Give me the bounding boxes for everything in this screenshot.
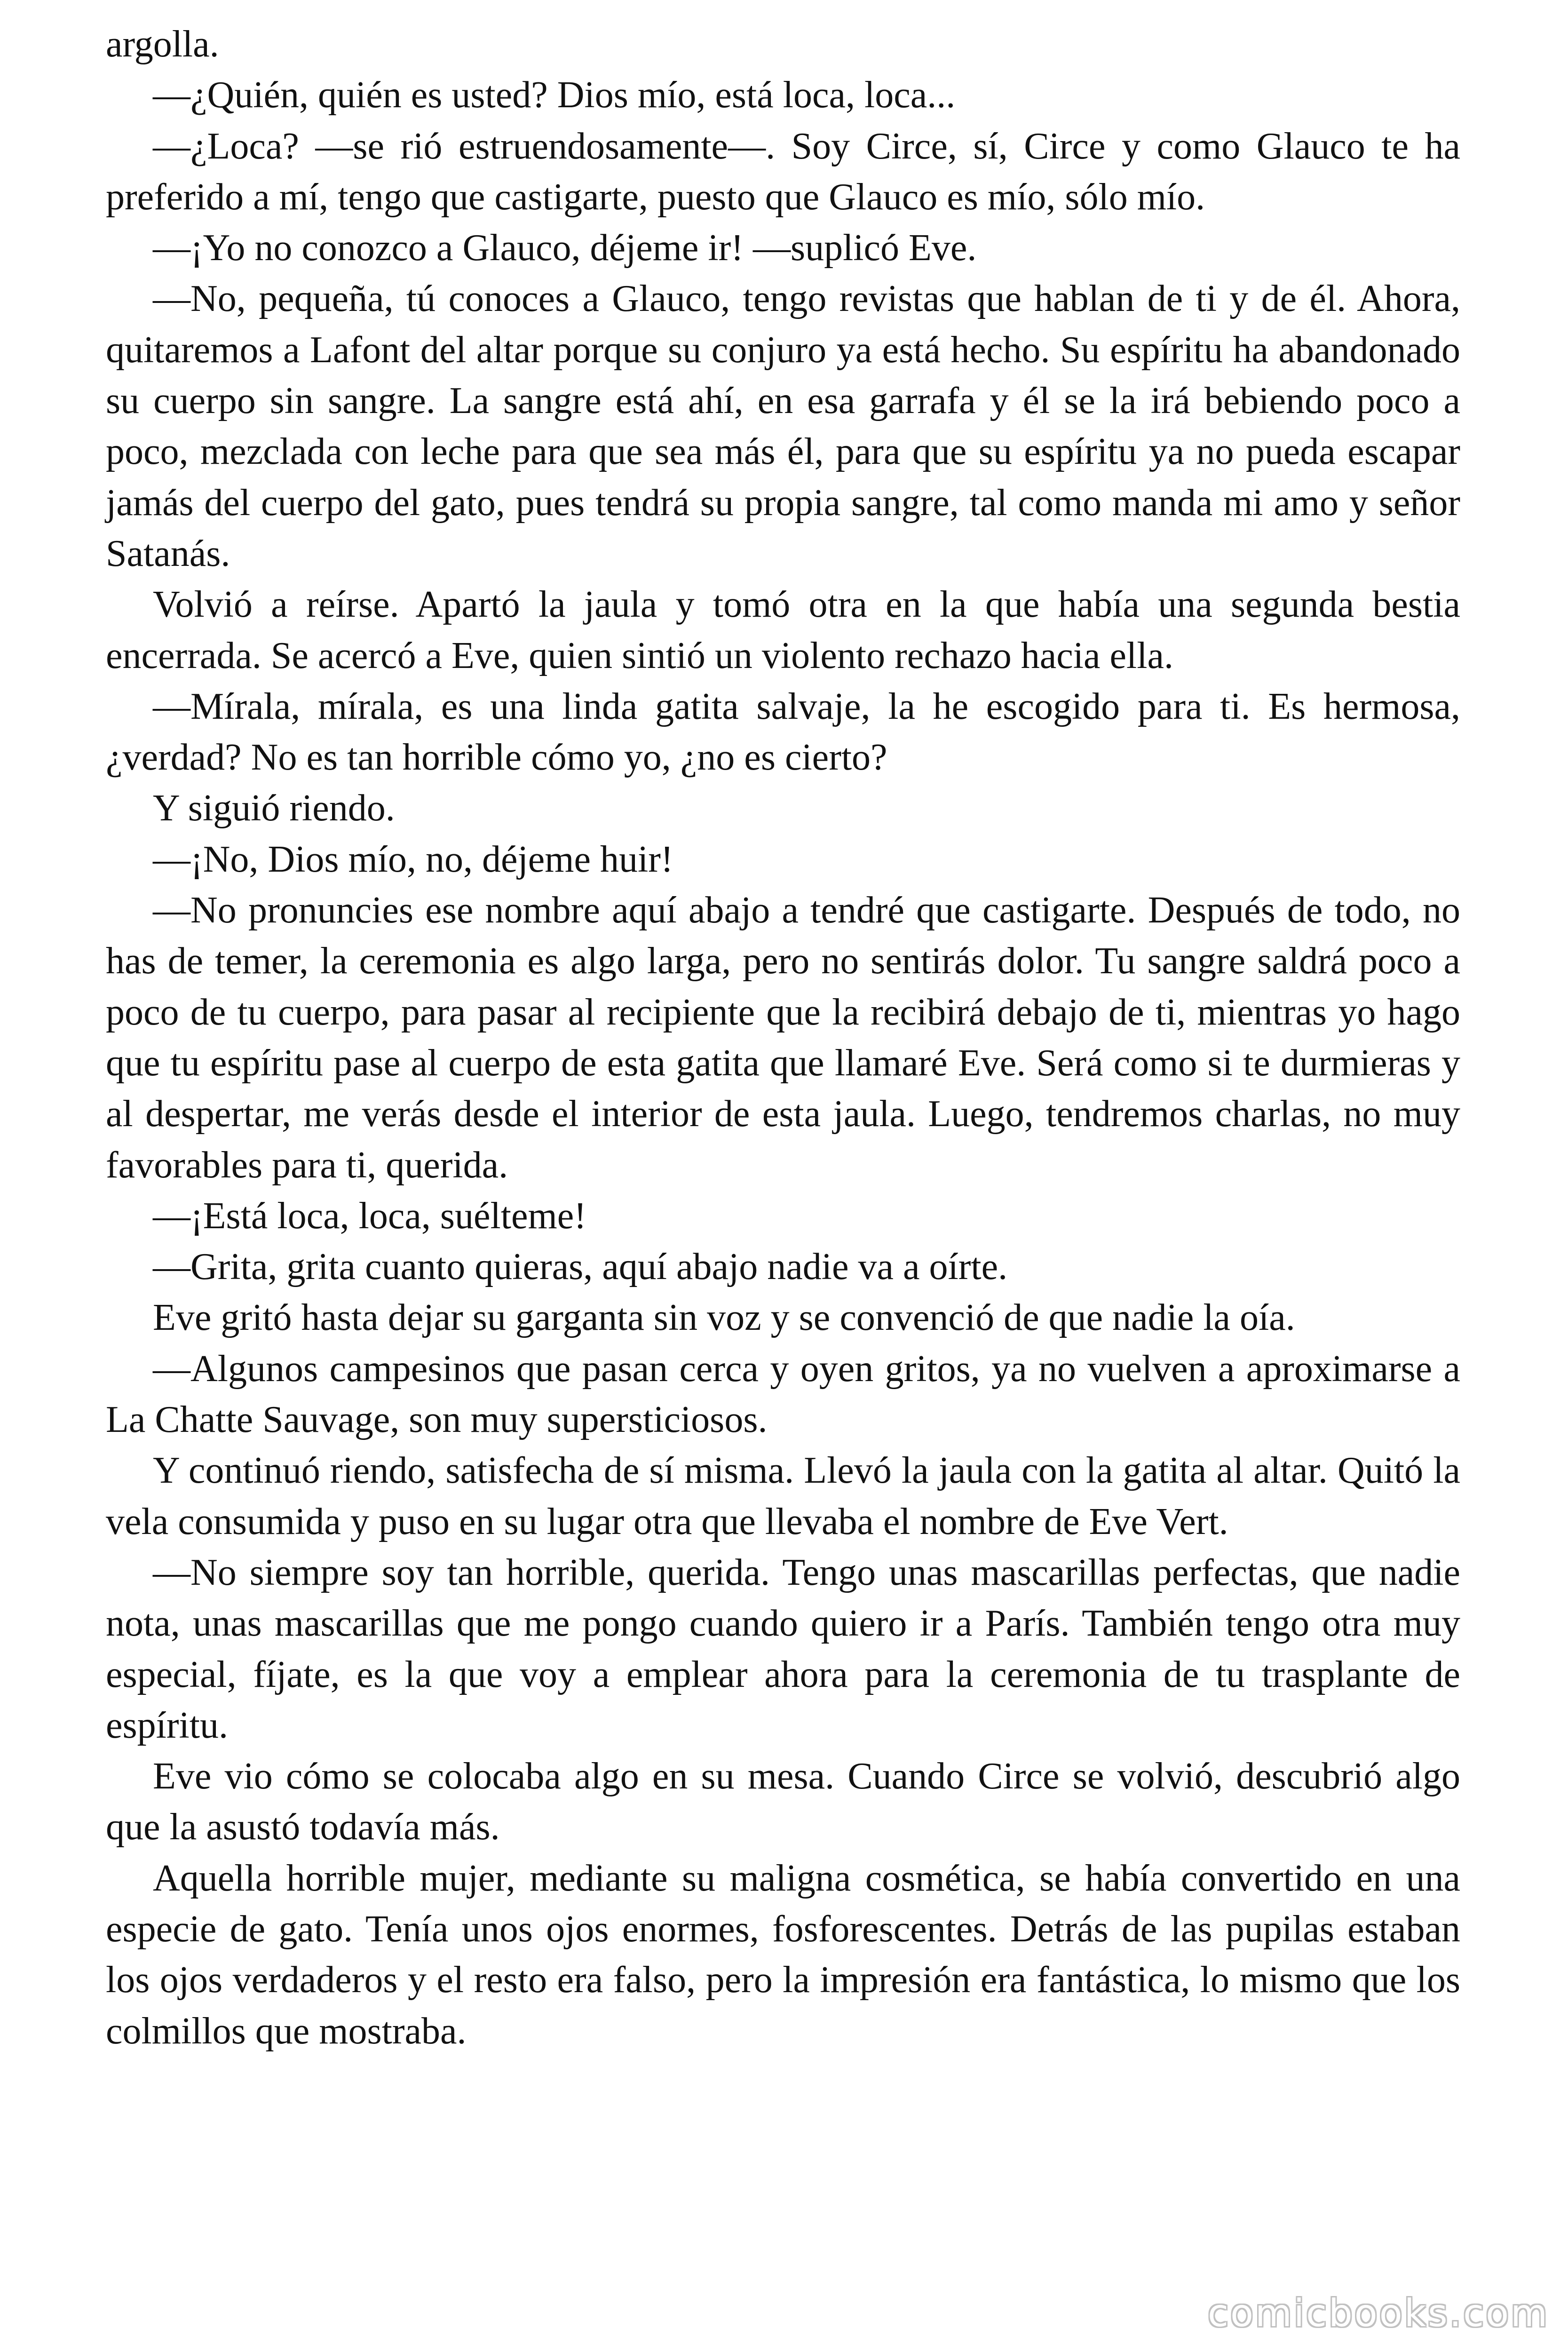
paragraph: —Algunos campesinos que pasan cerca y oyen gritos, ya no vuelven a aproximarse a La Chatte Sauvage, son muy supersticiosos. <box>106 1348 1460 1441</box>
watermark-logo: comicbooks.com <box>1207 2291 1549 2335</box>
paragraph: Y continuó riendo, satisfecha de sí misma. Llevó la jaula con la gatita al altar. Quitó la vela consumida y puso en su lugar otra que llevaba el nombre de Eve Vert. <box>106 1450 1460 1542</box>
paragraph: —¿Loca? —se rió estruendosamente—. Soy Circe, sí, Circe y como Glauco te ha preferido a mí, tengo que castigarte, puesto que Glauco es mío, sólo mío. <box>106 125 1460 218</box>
paragraph: —¡Yo no conozco a Glauco, déjeme ir! —suplicó Eve. <box>153 227 977 269</box>
paragraph: —No siempre soy tan horrible, querida. Tengo unas mascarillas perfectas, que nadie nota, unas mascarillas que me pongo cuando quiero ir a París. También tengo otra muy especial, fíjate, es la que voy a emplear ahora para la ceremonia de tu trasplante de espíritu. <box>106 1551 1460 1746</box>
paragraph: —No, pequeña, tú conoces a Glauco, tengo revistas que hablan de ti y de él. Ahora, quitaremos a Lafont del altar porque su conjuro ya está hecho. Su espíritu ha abandonado su cuerpo sin sangre. La sangre está ahí, en esa garrafa y él se la irá bebiendo poco a poco, mezclada con leche para que sea más él, para que su espíritu ya no pueda escapar jamás del cuerpo del gato, pues tendrá su propia sangre, tal como manda mi amo y señor Satanás. <box>106 278 1460 574</box>
paragraph: —No pronuncies ese nombre aquí abajo a tendré que castigarte. Después de todo, no has de temer, la ceremonia es algo larga, pero no sentirás dolor. Tu sangre saldrá poco a poco de tu cuerpo, para pasar al recipiente que la recibirá debajo de ti, mientras yo hago que tu espíritu pase al cuerpo de esta gatita que llamaré Eve. Será como si te durmieras y al despertar, me verás desde el interior de esta jaula. Luego, tendremos charlas, no muy favorables para ti, querida. <box>106 890 1460 1186</box>
book-page-text <box>106 19 1460 2057</box>
paragraph: Y siguió riendo. <box>153 787 395 829</box>
paragraph: —¡Está loca, loca, suélteme! <box>153 1195 586 1237</box>
paragraph: Eve gritó hasta dejar su garganta sin voz y se convenció de que nadie la oía. <box>153 1297 1295 1339</box>
paragraph: Volvió a reírse. Apartó la jaula y tomó otra en la que había una segunda bestia encerrada. Se acercó a Eve, quien sintió un violento rechazo hacia ella. <box>106 584 1460 676</box>
paragraph: —Grita, grita cuanto quieras, aquí abajo nadie va a oírte. <box>153 1246 1008 1288</box>
paragraph-continuation: argolla. <box>106 24 219 65</box>
paragraph: Eve vio cómo se colocaba algo en su mesa. Cuando Circe se volvió, descubrió algo que la asustó todavía más. <box>106 1756 1460 1848</box>
paragraph: —Mírala, mírala, es una linda gatita salvaje, la he escogido para ti. Es hermosa, ¿verdad? No es tan horrible cómo yo, ¿no es cierto? <box>106 685 1460 779</box>
paragraph: Aquella horrible mujer, mediante su maligna cosmética, se había convertido en una especie de gato. Tenía unos ojos enormes, fosforescentes. Detrás de las pupilas estaban los ojos verdaderos y el resto era falso, pero la impresión era fantástica, lo mismo que los colmillos que mostraba. <box>106 1857 1460 2052</box>
paragraph: —¡No, Dios mío, no, déjeme huir! <box>153 838 673 880</box>
paragraph: —¿Quién, quién es usted? Dios mío, está loca, loca... <box>153 74 956 116</box>
